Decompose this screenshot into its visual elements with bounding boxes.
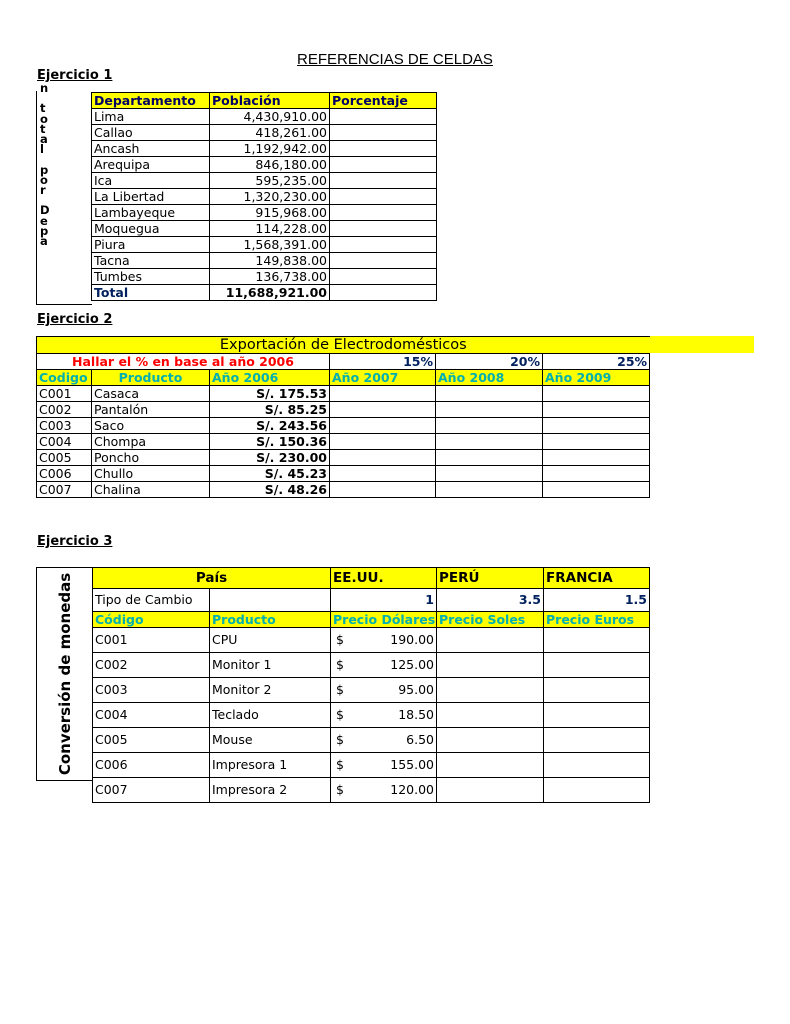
precio-soles-cell[interactable] [437, 628, 544, 653]
producto-cell[interactable]: Pantalón [92, 402, 210, 418]
producto-cell[interactable]: Impresora 2 [210, 778, 331, 803]
porcentaje-cell[interactable] [330, 109, 437, 125]
table-row [93, 778, 650, 803]
poblacion-cell[interactable]: 595,235.00 [210, 173, 330, 189]
precio-dolares-value: 120.00 [390, 782, 434, 797]
producto-cell[interactable]: Impresora 1 [210, 753, 331, 778]
porcentaje-cell[interactable] [330, 269, 437, 285]
header-anio-2006[interactable]: Año 2006 [210, 370, 330, 386]
exportacion-title[interactable]: Exportación de Electrodomésticos [37, 337, 650, 354]
anio-2009-cell[interactable] [543, 466, 650, 482]
departamento-cell[interactable]: Ancash [92, 141, 210, 157]
anio-2009-cell[interactable] [543, 434, 650, 450]
anio-2008-cell[interactable] [436, 418, 543, 434]
codigo-cell[interactable]: C006 [37, 466, 92, 482]
rate-peru[interactable]: 3.5 [437, 589, 544, 612]
anio-2007-cell[interactable] [330, 402, 436, 418]
precio-soles-cell[interactable] [437, 728, 544, 753]
porcentaje-cell[interactable] [330, 237, 437, 253]
anio-2009-cell[interactable] [543, 482, 650, 498]
codigo-cell[interactable]: C003 [93, 678, 210, 703]
header-codigo[interactable]: Codigo [37, 370, 92, 386]
table-row [92, 125, 437, 141]
poblacion-cell[interactable]: 114,228.00 [210, 221, 330, 237]
header-producto[interactable]: Producto [210, 612, 331, 628]
codigo-cell[interactable]: C006 [93, 753, 210, 778]
codigo-cell[interactable]: C003 [37, 418, 92, 434]
departamento-cell[interactable]: Moquegua [92, 221, 210, 237]
codigo-cell[interactable]: C007 [93, 778, 210, 803]
porcentaje-cell[interactable] [330, 189, 437, 205]
tipo-cambio-row [93, 589, 650, 612]
anio-2006-cell[interactable]: S/. 150.36 [210, 434, 330, 450]
codigo-cell[interactable]: C004 [93, 703, 210, 728]
currency-symbol: $ [336, 632, 344, 647]
anio-2007-cell[interactable] [330, 434, 436, 450]
exportacion-title-row [37, 337, 650, 354]
table-row [93, 728, 650, 753]
table-row [93, 703, 650, 728]
table-row [92, 269, 437, 285]
anio-2006-cell[interactable]: S/. 85.25 [210, 402, 330, 418]
currency-symbol: $ [336, 657, 344, 672]
table-row [37, 466, 650, 482]
total-pct-cell[interactable] [330, 285, 437, 301]
producto-cell[interactable]: Casaca [92, 386, 210, 402]
codigo-cell[interactable]: C001 [37, 386, 92, 402]
porcentaje-cell[interactable] [330, 157, 437, 173]
precio-soles-cell[interactable] [437, 778, 544, 803]
header-anio-2009[interactable]: Año 2009 [543, 370, 650, 386]
poblacion-cell[interactable]: 4,430,910.00 [210, 109, 330, 125]
precio-dolares-cell[interactable] [331, 628, 437, 653]
precio-euros-cell[interactable] [544, 753, 650, 778]
anio-2009-cell[interactable] [543, 402, 650, 418]
table-row [92, 157, 437, 173]
producto-cell[interactable]: Chullo [92, 466, 210, 482]
precio-dolares-value: 95.00 [398, 682, 434, 697]
precio-dolares-cell[interactable] [331, 778, 437, 803]
precio-dolares-cell[interactable] [331, 753, 437, 778]
currency-symbol: $ [336, 732, 344, 747]
header-porcentaje[interactable]: Porcentaje [330, 93, 437, 109]
table-row [92, 221, 437, 237]
codigo-cell[interactable]: C002 [93, 653, 210, 678]
porcentaje-cell[interactable] [330, 173, 437, 189]
precio-soles-cell[interactable] [437, 703, 544, 728]
producto-cell[interactable]: Saco [92, 418, 210, 434]
precio-euros-cell[interactable] [544, 628, 650, 653]
anio-2007-cell[interactable] [330, 482, 436, 498]
poblacion-cell[interactable]: 418,261.00 [210, 125, 330, 141]
table-row [92, 205, 437, 221]
poblacion-cell[interactable]: 149,838.00 [210, 253, 330, 269]
precio-dolares-value: 18.50 [398, 707, 434, 722]
precio-dolares-cell[interactable] [331, 678, 437, 703]
porcentaje-cell[interactable] [330, 253, 437, 269]
departamento-cell[interactable]: Tacna [92, 253, 210, 269]
anio-2008-cell[interactable] [436, 402, 543, 418]
table-row [92, 189, 437, 205]
precio-soles-cell[interactable] [437, 678, 544, 703]
header-anio-2008[interactable]: Año 2008 [436, 370, 543, 386]
exportacion-table [36, 336, 650, 498]
anio-2009-cell[interactable] [543, 418, 650, 434]
precio-dolares-value: 6.50 [406, 732, 434, 747]
precio-euros-cell[interactable] [544, 778, 650, 803]
precio-dolares-cell[interactable] [331, 653, 437, 678]
currency-symbol: $ [336, 757, 344, 772]
pct-2009[interactable]: 25% [543, 354, 650, 370]
codigo-cell[interactable]: C007 [37, 482, 92, 498]
ex1-side-box [36, 81, 92, 305]
table-row [37, 482, 650, 498]
precio-euros-cell[interactable] [544, 653, 650, 678]
porcentaje-cell[interactable] [330, 141, 437, 157]
precio-euros-cell[interactable] [544, 728, 650, 753]
table-header-row [93, 612, 650, 628]
header-precio-soles[interactable]: Precio Soles [437, 612, 544, 628]
anio-2006-cell[interactable]: S/. 45.23 [210, 466, 330, 482]
country-usa[interactable]: EE.UU. [331, 568, 437, 589]
precio-euros-cell[interactable] [544, 703, 650, 728]
table-row [92, 173, 437, 189]
precio-dolares-value: 155.00 [390, 757, 434, 772]
ex3-side-text: Conversión de monedas [55, 572, 74, 776]
porcentaje-cell[interactable] [330, 221, 437, 237]
poblacion-cell[interactable]: 1,568,391.00 [210, 237, 330, 253]
hint-row [37, 354, 650, 370]
header-departamento[interactable]: Departamento [92, 93, 210, 109]
precio-dolares-value: 190.00 [390, 632, 434, 647]
table-header-row [37, 370, 650, 386]
precio-soles-cell[interactable] [437, 753, 544, 778]
departamento-cell[interactable]: Lima [92, 109, 210, 125]
departamento-cell[interactable]: Callao [92, 125, 210, 141]
table-row [37, 450, 650, 466]
table-row [92, 141, 437, 157]
table-row [92, 237, 437, 253]
departamento-cell[interactable]: Arequipa [92, 157, 210, 173]
anio-2008-cell[interactable] [436, 466, 543, 482]
precio-soles-cell[interactable] [437, 653, 544, 678]
anio-2008-cell[interactable] [436, 386, 543, 402]
producto-cell[interactable]: Mouse [210, 728, 331, 753]
table-row [37, 402, 650, 418]
tipo-cambio-label[interactable]: Tipo de Cambio [93, 589, 210, 612]
currency-symbol: $ [336, 707, 344, 722]
departamento-cell[interactable]: Piura [92, 237, 210, 253]
anio-2009-cell[interactable] [543, 386, 650, 402]
producto-cell[interactable]: Poncho [92, 450, 210, 466]
ejercicio-2-label: Ejercicio 2 [37, 312, 113, 327]
departamento-cell[interactable]: Lambayeque [92, 205, 210, 221]
anio-2006-cell[interactable]: S/. 48.26 [210, 482, 330, 498]
ejercicio-3-label: Ejercicio 3 [37, 534, 113, 549]
pais-row [93, 568, 650, 589]
conversion-table [92, 567, 650, 803]
total-row [92, 285, 437, 301]
ejercicio-1-label: Ejercicio 1 [37, 68, 113, 83]
producto-cell[interactable]: Monitor 1 [210, 653, 331, 678]
table-row [37, 386, 650, 402]
producto-cell[interactable]: Chompa [92, 434, 210, 450]
anio-2006-cell[interactable]: S/. 230.00 [210, 450, 330, 466]
table-row [92, 109, 437, 125]
anio-2007-cell[interactable] [330, 450, 436, 466]
rate-francia[interactable]: 1.5 [544, 589, 650, 612]
anio-2008-cell[interactable] [436, 434, 543, 450]
rate-usa[interactable]: 1 [331, 589, 437, 612]
producto-cell[interactable]: CPU [210, 628, 331, 653]
pct-2008[interactable]: 20% [436, 354, 543, 370]
pct-2007[interactable]: 15% [330, 354, 436, 370]
anio-2007-cell[interactable] [330, 466, 436, 482]
poblacion-cell[interactable]: 1,192,942.00 [210, 141, 330, 157]
poblacion-cell[interactable]: 846,180.00 [210, 157, 330, 173]
codigo-cell[interactable]: C002 [37, 402, 92, 418]
porcentaje-cell[interactable] [330, 125, 437, 141]
departamento-cell[interactable]: Ica [92, 173, 210, 189]
tipo-cambio-empty[interactable] [210, 589, 331, 612]
precio-dolares-value: 125.00 [390, 657, 434, 672]
ex1-side-text: n t o t a l p o r D e p a [40, 81, 50, 249]
poblacion-table [91, 92, 437, 301]
producto-cell[interactable]: Chalina [92, 482, 210, 498]
porcentaje-cell[interactable] [330, 205, 437, 221]
country-peru[interactable]: PERÚ [437, 568, 544, 589]
header-codigo[interactable]: Código [93, 612, 210, 628]
precio-dolares-cell[interactable] [331, 728, 437, 753]
table-header-row [92, 93, 437, 109]
poblacion-cell[interactable]: 1,320,230.00 [210, 189, 330, 205]
pais-label[interactable]: País [93, 568, 331, 589]
codigo-cell[interactable]: C001 [93, 628, 210, 653]
table-row [37, 418, 650, 434]
table-row [93, 628, 650, 653]
poblacion-cell[interactable]: 915,968.00 [210, 205, 330, 221]
anio-2007-cell[interactable] [330, 418, 436, 434]
anio-2008-cell[interactable] [436, 450, 543, 466]
header-anio-2007[interactable]: Año 2007 [330, 370, 436, 386]
precio-dolares-cell[interactable] [331, 703, 437, 728]
currency-symbol: $ [336, 782, 344, 797]
anio-2009-cell[interactable] [543, 450, 650, 466]
precio-euros-cell[interactable] [544, 678, 650, 703]
currency-symbol: $ [336, 682, 344, 697]
table-row [93, 653, 650, 678]
table-row [92, 253, 437, 269]
producto-cell[interactable]: Monitor 2 [210, 678, 331, 703]
departamento-cell[interactable]: Tumbes [92, 269, 210, 285]
hint-text[interactable]: Hallar el % en base al año 2006 [37, 354, 330, 370]
producto-cell[interactable]: Teclado [210, 703, 331, 728]
header-precio-euros[interactable]: Precio Euros [544, 612, 650, 628]
header-poblacion[interactable]: Población [210, 93, 330, 109]
table-row [93, 753, 650, 778]
codigo-cell[interactable]: C004 [37, 434, 92, 450]
anio-2006-cell[interactable]: S/. 243.56 [210, 418, 330, 434]
total-value[interactable]: 11,688,921.00 [210, 285, 330, 301]
total-label[interactable]: Total [92, 285, 210, 301]
anio-2007-cell[interactable] [330, 386, 436, 402]
anio-2008-cell[interactable] [436, 482, 543, 498]
ex3-side-box [36, 567, 92, 781]
table-row [93, 678, 650, 703]
departamento-cell[interactable]: La Libertad [92, 189, 210, 205]
page-title: REFERENCIAS DE CELDAS [297, 51, 493, 68]
codigo-cell[interactable]: C005 [37, 450, 92, 466]
header-producto[interactable]: Producto [92, 370, 210, 386]
codigo-cell[interactable]: C005 [93, 728, 210, 753]
poblacion-cell[interactable]: 136,738.00 [210, 269, 330, 285]
country-francia[interactable]: FRANCIA [544, 568, 650, 589]
table-row [37, 434, 650, 450]
header-precio-dolares[interactable]: Precio Dólares [331, 612, 437, 628]
anio-2006-cell[interactable]: S/. 175.53 [210, 386, 330, 402]
